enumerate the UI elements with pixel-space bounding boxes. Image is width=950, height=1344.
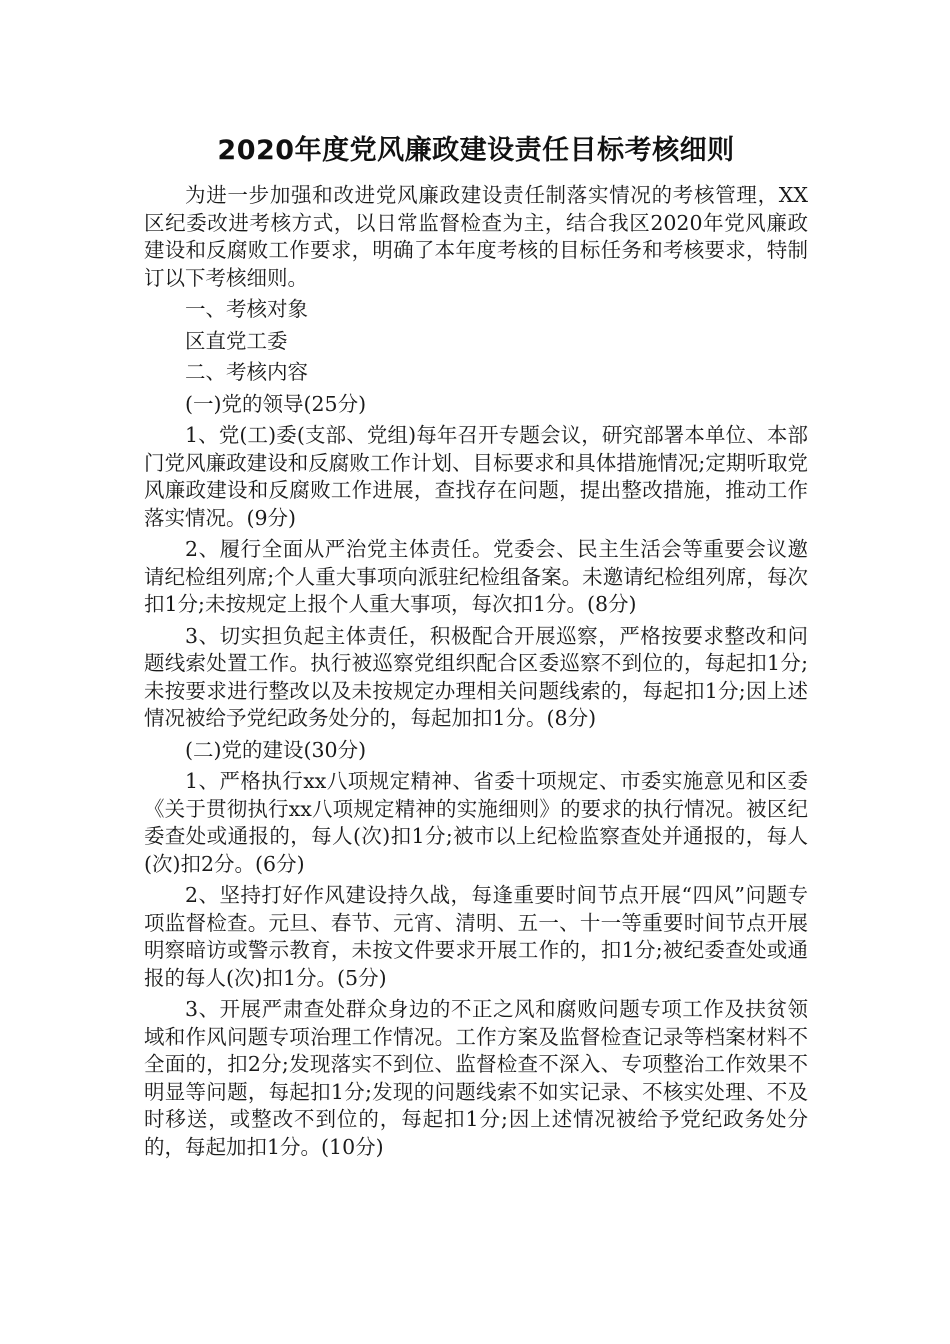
building-item-2: 2、坚持打好作风建设持久战，每逢重要时间节点开展“四风”问题专项监督检查。元旦、春节、元宵、清明、五一、十一等重要时间节点开展明察暗访或警示教育，未按文件要求开展工作的，扣1分;被纪委查处或通报的每人(次)扣1分。(5分) xyxy=(144,883,808,990)
building-item-3: 3、开展严肃查处群众身边的不正之风和腐败问题专项工作及扶贫领域和作风问题专项治理工作情况。工作方案及监督检查记录等档案材料不全面的，扣2分;发现落实不到位、监督检查不深入、专项整治工作效果不明显等问题，每起扣1分;发现的问题线索不如实记录、不核实处理、不及时移送，或整改不到位的，每起扣1分;因上述情况被给予党纪政务处分的，每起加扣1分。(10分) xyxy=(144,997,808,1159)
leadership-item-3: 3、切实担负起主体责任，积极配合开展巡察，严格按要求整改和问题线索处置工作。执行被巡察党组织配合区委巡察不到位的，每起扣1分;未按要求进行整改以及未按规定办理相关问题线索的，每起扣1分;因上述情况被给予党纪政务处分的，每起加扣1分。(8分) xyxy=(144,623,808,730)
assessment-target-content: 区直党工委 xyxy=(185,328,288,353)
leadership-item-1: 1、党(工)委(支部、党组)每年召开专题会议，研究部署本单位、本部门党风廉政建设和反腐败工作计划、目标要求和具体措施情况;定期听取党风廉政建设和反腐败工作进展，查找存在问题，提出整改措施，推动工作落实情况。(9分) xyxy=(144,423,808,530)
section-heading-assessment-content: 二、考核内容 xyxy=(185,360,308,384)
building-item-1: 1、严格执行xx八项规定精神、省委十项规定、市委实施意见和区委《关于贯彻执行xx八项规定精神的实施细则》的要求的执行情况。被区纪委查处或通报的，每人(次)扣1分;被市以上纪检监察查处并通报的，每人(次)扣2分。(6分) xyxy=(144,769,808,876)
subsection-heading-party-leadership: (一)党的领导(25分) xyxy=(185,391,367,416)
leadership-item-2: 2、履行全面从严治党主体责任。党委会、民主生活会等重要会议邀请纪检组列席;个人重大事项向派驻纪检组备案。未邀请纪检组列席，每次扣1分;未按规定上报个人重大事项，每次扣1分。(8分) xyxy=(144,537,808,616)
intro-paragraph: 为进一步加强和改进党风廉政建设责任制落实情况的考核管理，XX区纪委改进考核方式，以日常监督检查为主，结合我区2020年党风廉政建设和反腐败工作要求，明确了本年度考核的目标任务和考核要求，特制订以下考核细则。 xyxy=(144,183,808,290)
document-title: 2020年度党风廉政建设责任目标考核细则 xyxy=(217,135,735,166)
document-page xyxy=(144,128,808,1165)
section-heading-assessment-target: 一、考核对象 xyxy=(185,297,308,321)
subsection-heading-party-building: (二)党的建设(30分) xyxy=(185,737,367,762)
